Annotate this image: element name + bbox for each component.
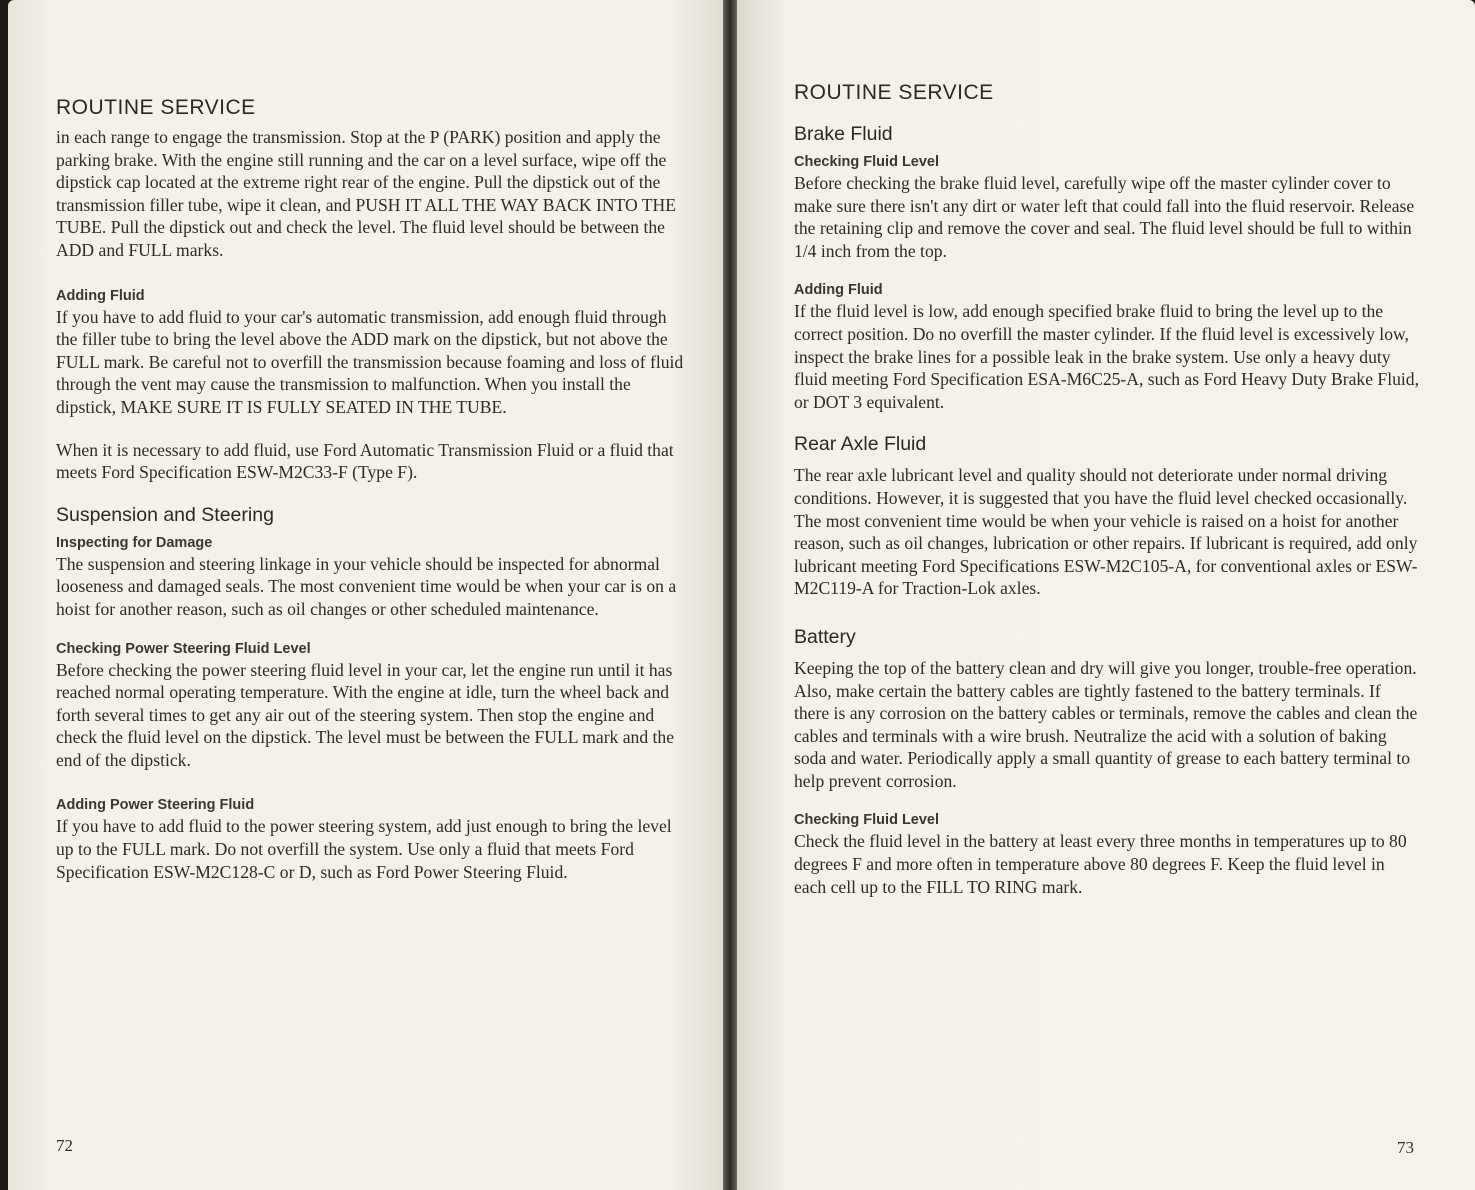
left-running-head: ROUTINE SERVICE xyxy=(56,96,256,119)
inspecting-heading: Inspecting for Damage xyxy=(56,534,213,551)
left-page xyxy=(8,0,723,1190)
right-page-number: 73 xyxy=(1397,1138,1414,1157)
brake-checking-paragraph: Before checking the brake fluid level, carefully wipe off the master cylinder cover to make sure there isn't any dirt or water left that could fall into the fluid reservoir. Release the retaining clip and remove the cover and seal. The fluid level should be full to within 1/4 inch from the top. xyxy=(794,173,1415,261)
power-steering-add-heading: Adding Power Steering Fluid xyxy=(56,797,255,814)
adding-fluid-heading: Adding Fluid xyxy=(56,287,145,304)
right-running-head: ROUTINE SERVICE xyxy=(794,81,994,104)
rear-axle-heading: Rear Axle Fluid xyxy=(794,433,927,456)
right-page-content xyxy=(794,81,1419,898)
suspension-heading: Suspension and Steering xyxy=(56,503,274,526)
brake-checking-heading: Checking Fluid Level xyxy=(794,154,940,170)
power-steering-check-heading: Checking Power Steering Fluid Level xyxy=(56,640,311,657)
brake-adding-heading: Adding Fluid xyxy=(794,282,883,299)
left-page-content xyxy=(56,96,686,883)
battery-checking-paragraph: Check the fluid level in the battery at least every three months in temperatures up to 80 degrees F and more often in temperature above 80 degrees F. Keep the fluid level in each cell up to the FILL TO RING mark. xyxy=(794,831,1407,897)
adding-fluid-paragraph: If you have to add fluid to your car's automatic transmission, add enough fluid through the filler tube to bring the level above the ADD mark on the dipstick, but not above the FULL mark. Be careful not to overfill the transmission because foaming and loss of fluid through the vent may cause the transmission to malfunction. When you install the dipstick, MAKE SURE IT IS FULLY SEATED IN THE TUBE. xyxy=(56,306,684,417)
rear-axle-paragraph: The rear axle lubricant level and quality should not deteriorate under normal driving conditions. However, it is suggested that you have the fluid level checked occasionally. The most convenient time would be when your vehicle is raised on a hoist for another reason, such as oil changes, lubrication or other repairs. If lubricant is required, add only lubricant meeting Ford Specifications ESW-M2C105-A, for conventional axles or ESW-M2C119-A for Traction-Lok axles. xyxy=(794,465,1418,599)
left-page-number: 72 xyxy=(56,1136,73,1155)
power-steering-check-paragraph: Before checking the power steering fluid level in your car, let the engine run until it has reached normal operating temperature. With the engine at idle, turn the wheel back and forth several times to get any air out of the steering system. Then stop the engine and check the fluid level on the dipstick. The level must be between the FULL mark and the end of the dipstick. xyxy=(56,659,675,770)
brake-adding-paragraph: If the fluid level is low, add enough specified brake fluid to bring the level up to the correct position. Do no overfill the master cylinder. If the fluid level is excessively low, inspect the brake lines for a possible leak in the brake system. Use only a heavy duty fluid meeting Ford Specification ESA-M6C25-A, such as Ford Heavy Duty Brake Fluid, or DOT 3 equivalent. xyxy=(794,301,1419,412)
battery-checking-heading: Checking Fluid Level xyxy=(794,812,940,829)
battery-paragraph: Keeping the top of the battery clean and dry will give you longer, trouble-free operation. Also, make certain the battery cables are tightly fastened to the battery terminals. If there is any corrosion on the battery cables or terminals, remove the cables and clean the cables and terminals with a wire brush. Neutralize the acid with a solution of baking soda and water. Periodically apply a small quantity of grease to each battery terminal to help prevent corrosion. xyxy=(794,657,1418,791)
right-page xyxy=(737,0,1475,1190)
intro-paragraph: in each range to engage the transmission. Stop at the P (PARK) position and apply the parking brake. With the engine still running and the car on a level surface, wipe off the dipstick cap located at the extreme right rear of the engine. Pull the dipstick out of the transmission filler tube, wipe it clean, and PUSH IT ALL THE WAY BACK INTO THE TUBE. Pull the dipstick out and check the level. The fluid level should be between the ADD and FULL marks. xyxy=(56,127,676,260)
battery-heading: Battery xyxy=(794,625,856,648)
fluid-spec-paragraph: When it is necessary to add fluid, use Ford Automatic Transmission Fluid or a fluid that meets Ford Specification ESW-M2C33-F (Type F). xyxy=(56,439,674,483)
power-steering-add-paragraph: If you have to add fluid to the power steering system, add just enough to bring the level up to the FULL mark. Do not overfill the system. Use only a fluid that meets Ford Specification ESW-M2C128-C or D, such as Ford Power Steering Fluid. xyxy=(56,816,672,882)
brake-fluid-heading: Brake Fluid xyxy=(794,123,893,145)
book-gutter xyxy=(723,0,737,1190)
inspecting-paragraph: The suspension and steering linkage in your vehicle should be inspected for abnormal looseness and damaged seals. The most convenient time would be when your car is on a hoist for another reason, such as oil changes or other scheduled maintenance. xyxy=(56,553,677,619)
